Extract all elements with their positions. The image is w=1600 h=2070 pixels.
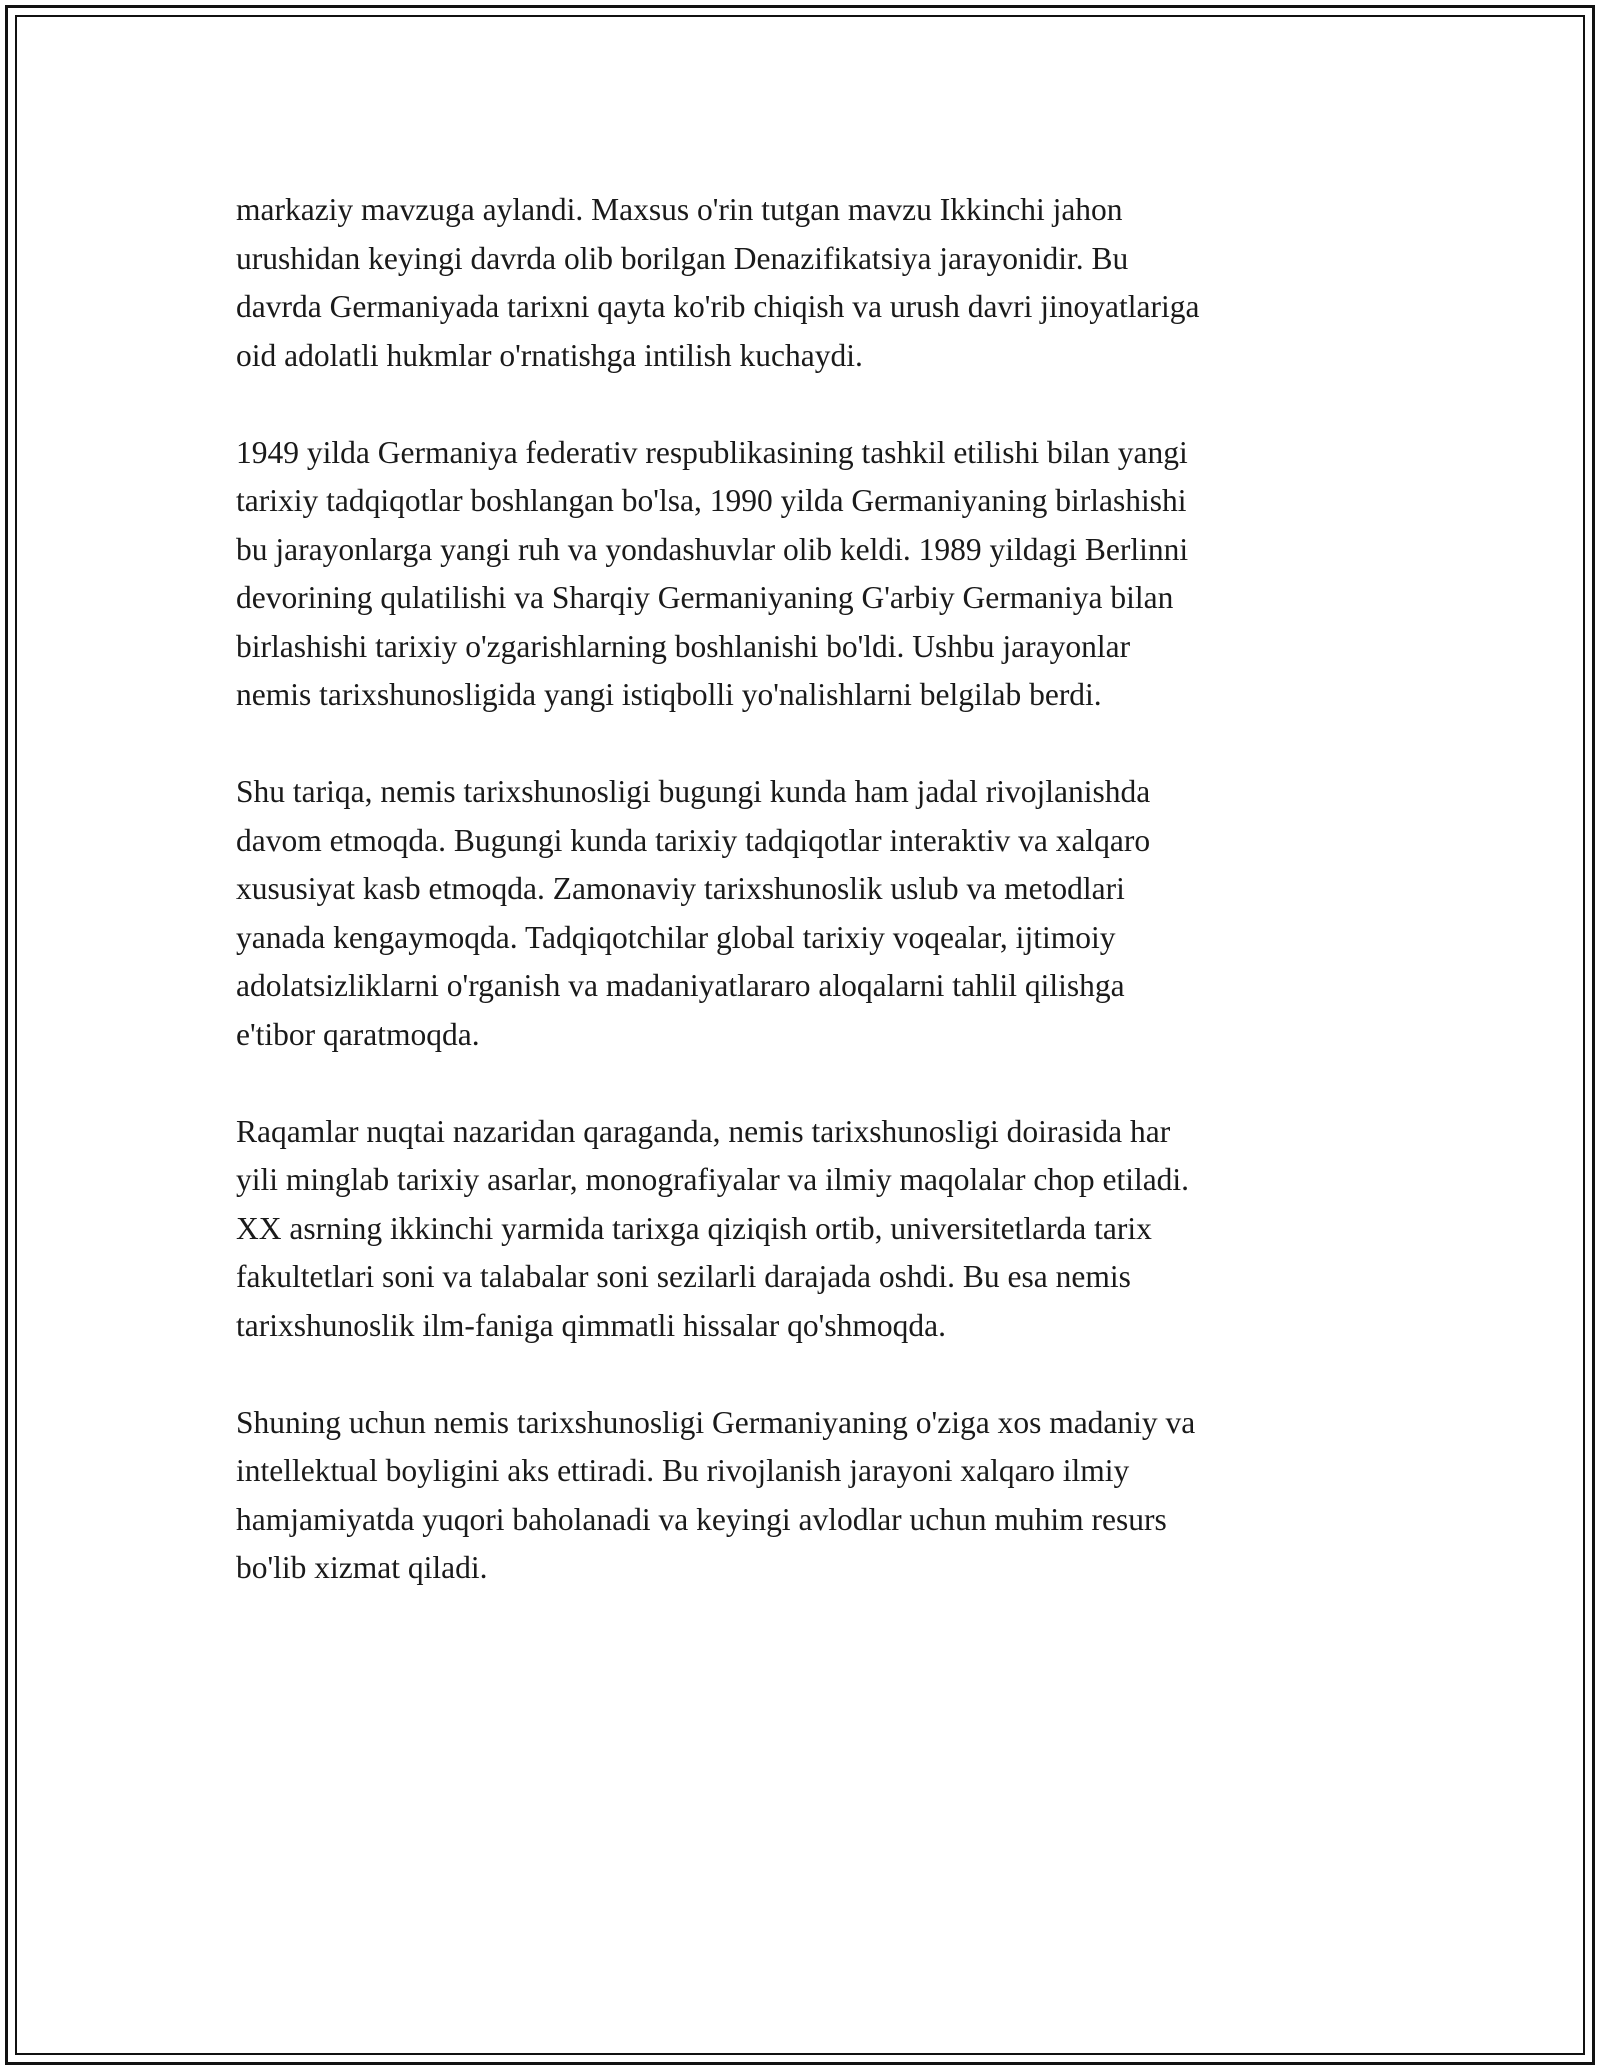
text-line: bo'lib xizmat qiladi. — [236, 1550, 488, 1585]
text-line: adolatsizliklarni o'rganish va madaniyatlararo aloqalarni tahlil qilishga — [236, 968, 1125, 1003]
paragraph-5 — [236, 1399, 1366, 1593]
text-line: urushidan keyingi davrda olib borilgan Denazifikatsiya jarayonidir. Bu — [236, 240, 1129, 276]
text-line: devorining qulatilishi va Sharqiy Germaniyaning G'arbiy Germaniya bilan — [236, 580, 1174, 615]
text-line: Raqamlar nuqtai nazaridan qaraganda, nemis tarixshunosligi doirasida har — [236, 1113, 1171, 1149]
paragraph-1 — [236, 186, 1366, 380]
text-line: bu jarayonlarga yangi ruh va yondashuvlar olib keldi. 1989 yildagi Berlinni — [236, 531, 1189, 567]
text-line: yanada kengaymoqda. Tadqiqotchilar global tarixiy voqealar, ijtimoiy — [236, 919, 1116, 955]
text-line: hamjamiyatda yuqori baholanadi va keyingi avlodlar uchun muhim resurs — [236, 1501, 1167, 1537]
paragraph-3 — [236, 768, 1366, 1059]
text-line: Shuning uchun nemis tarixshunosligi Germaniyaning o'ziga xos madaniy va — [236, 1404, 1196, 1440]
text-line: nemis tarixshunosligida yangi istiqbolli yo'nalishlarni belgilab berdi. — [236, 677, 1102, 712]
text-line: davom etmoqda. Bugungi kunda tarixiy tadqiqotlar interaktiv va xalqaro — [236, 822, 1151, 858]
text-line: Shu tariqa, nemis tarixshunosligi bugungi kunda ham jadal rivojlanishda — [236, 774, 1151, 809]
text-line: 1949 yilda Germaniya federativ respublikasining tashkil etilishi bilan yangi — [236, 434, 1188, 470]
text-line: XX asrning ikkinchi yarmida tarixga qiziqish ortib, universitetlarda tarix — [236, 1210, 1152, 1246]
text-line: fakultetlari soni va talabalar soni sezilarli darajada oshdi. Bu esa nemis — [236, 1259, 1131, 1294]
text-line: markaziy mavzuga aylandi. Maxsus o'rin tutgan mavzu Ikkinchi jahon — [236, 192, 1123, 227]
text-line: yili minglab tarixiy asarlar, monografiyalar va ilmiy maqolalar chop etiladi. — [236, 1162, 1190, 1197]
paragraph-2 — [236, 429, 1366, 720]
text-line: oid adolatli hukmlar o'rnatishga intilish kuchaydi. — [236, 337, 863, 373]
text-line: davrda Germaniyada tarixni qayta ko'rib chiqish va urush davri jinoyatlariga — [236, 289, 1200, 324]
text-line: xususiyat kasb etmoqda. Zamonaviy tarixshunoslik uslub va metodlari — [236, 871, 1125, 906]
document-body — [236, 186, 1366, 1641]
text-line: tarixiy tadqiqotlar boshlangan bo'lsa, 1990 yilda Germaniyaning birlashishi — [236, 483, 1187, 518]
paragraph-4 — [236, 1108, 1366, 1351]
text-line: tarixshunoslik ilm-faniga qimmatli hissalar qo'shmoqda. — [236, 1307, 946, 1343]
text-line: e'tibor qaratmoqda. — [236, 1016, 480, 1052]
text-line: birlashishi tarixiy o'zgarishlarning boshlanishi bo'ldi. Ushbu jarayonlar — [236, 628, 1131, 664]
text-line: intellektual boyligini aks ettiradi. Bu rivojlanish jarayoni xalqaro ilmiy — [236, 1453, 1130, 1488]
